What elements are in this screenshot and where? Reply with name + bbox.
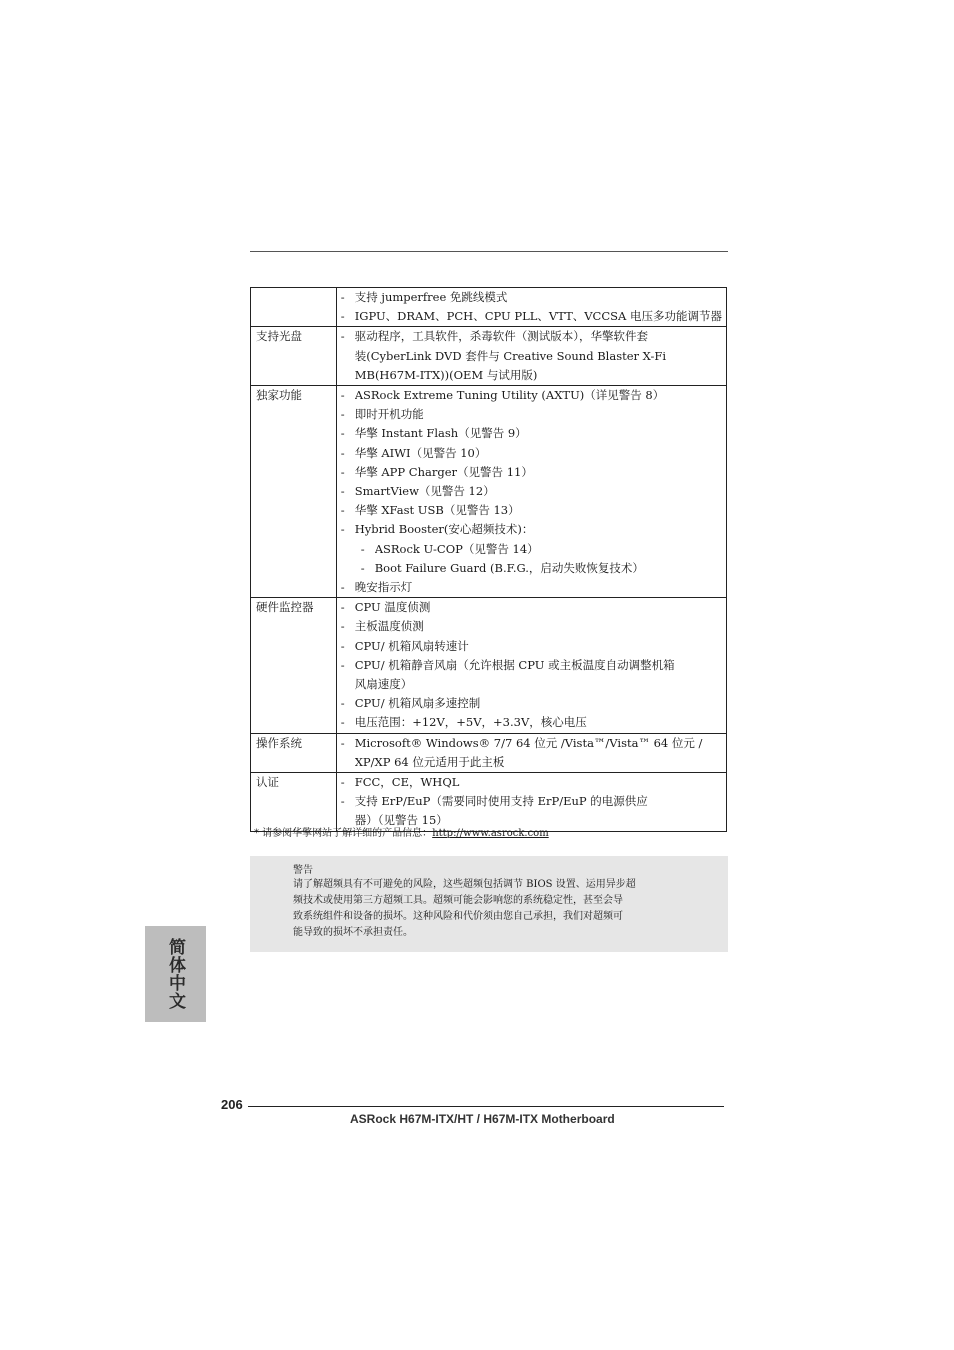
spec-line-text: ASRock U-COP（见警告 14）: [374, 541, 539, 556]
spec-line-text: Boot Failure Guard (B.F.G.，启动失败恢复技术）: [374, 560, 644, 575]
spec-label: 认证: [251, 773, 337, 832]
warning-line: 能导致的损坏不承担责任。: [293, 927, 413, 938]
spec-line-text: 器）（见警告 15）: [354, 813, 448, 828]
spec-line-text: ASRock Extreme Tuning Utility (AXTU)（详见警告 8）: [354, 388, 665, 403]
dash-marker: -: [340, 426, 345, 441]
language-side-tab: [145, 926, 206, 1022]
warning-title: 警告: [293, 865, 313, 876]
spec-value: [336, 773, 726, 832]
dash-marker: -: [340, 657, 345, 672]
asrock-website-link[interactable]: http://www.asrock.com: [432, 828, 549, 839]
dash-marker: -: [360, 560, 365, 575]
warning-line: 频技术或使用第三方超频工具。超频可能会影响您的系统稳定性，甚至会导: [293, 895, 623, 906]
spec-value: [336, 733, 726, 772]
spec-label: 操作系统: [251, 733, 337, 772]
spec-row: [251, 386, 727, 598]
spec-line: [341, 482, 722, 501]
dash-marker: -: [340, 388, 345, 403]
spec-line-text: 电压范围：+12V，+5V，+3.3V，核心电压: [354, 715, 587, 730]
spec-line-text: XP/XP 64 位元适用于此主板: [354, 754, 505, 769]
spec-line-text: Microsoft® Windows® 7/7 64 位元 /Vista™/Vista™ 64 位元 /: [354, 735, 703, 750]
spec-line: [341, 675, 722, 694]
dash-marker: -: [340, 600, 345, 615]
spec-line-text: 支持 ErP/EuP（需要同时使用支持 ErP/EuP 的电源供应: [354, 794, 648, 809]
page-number: 206: [221, 1097, 243, 1112]
spec-line-text: 华擎 AIWI（见警告 10）: [354, 445, 487, 460]
bottom-rule: [248, 1106, 724, 1107]
spec-line-text: 即时开机功能: [354, 407, 424, 422]
dash-marker: -: [340, 464, 345, 479]
spec-line-text: 风扇速度）: [354, 677, 413, 692]
spec-label: 独家功能: [251, 386, 337, 598]
spec-line-text: 华擎 APP Charger（见警告 11）: [354, 464, 533, 479]
dash-marker: -: [340, 775, 345, 790]
spec-row: [251, 773, 727, 832]
spec-value: [336, 598, 726, 733]
spec-line: [341, 753, 722, 772]
spec-line-text: CPU 温度侦测: [354, 600, 431, 615]
dash-marker: -: [340, 309, 345, 324]
dash-marker: -: [340, 503, 345, 518]
footer-title: ASRock H67M-ITX/HT / H67M-ITX Motherboard: [350, 1112, 615, 1126]
warning-box: [250, 856, 728, 952]
spec-line: [341, 327, 722, 346]
spec-line-text: IGPU、DRAM、PCH、CPU PLL、VTT、VCCSA 电压多功能调节器: [354, 309, 722, 324]
spec-row: [251, 598, 727, 733]
dash-marker: -: [340, 696, 345, 711]
spec-line-text: CPU/ 机箱静音风扇（允许根据 CPU 或主板温度自动调整机箱: [354, 657, 675, 672]
spec-line: [341, 713, 722, 732]
spec-value: [336, 386, 726, 598]
spec-line-text: CPU/ 机箱风扇转速计: [354, 638, 469, 653]
warning-line: 请了解超频具有不可避免的风险，这些超频包括调节 BIOS 设置、运用异步超: [293, 879, 636, 890]
spec-line: [341, 307, 722, 326]
warning-body: [293, 877, 693, 941]
spec-line-text: 晚安指示灯: [354, 580, 413, 595]
spec-row: [251, 327, 727, 386]
spec-label: 硬件监控器: [251, 598, 337, 733]
spec-line-text: SmartView（见警告 12）: [354, 484, 495, 499]
warning-line: 致系统组件和设备的损坏。这种风险和代价须由您自己承担，我们对超频可: [293, 911, 623, 922]
dash-marker: -: [360, 541, 365, 556]
spec-table: [250, 287, 727, 832]
dash-marker: -: [340, 580, 345, 595]
dash-marker: -: [340, 407, 345, 422]
dash-marker: [341, 366, 355, 385]
dash-marker: -: [340, 794, 345, 809]
spec-line-text: FCC，CE，WHQL: [354, 775, 460, 790]
dash-marker: -: [340, 735, 345, 750]
dash-marker: -: [340, 484, 345, 499]
spec-line: [341, 424, 722, 443]
spec-line: [341, 734, 722, 753]
dash-marker: -: [340, 522, 345, 537]
spec-line: [341, 520, 722, 539]
spec-line: [341, 386, 722, 405]
dash-marker: [341, 753, 355, 772]
dash-marker: -: [340, 638, 345, 653]
footnote: [254, 824, 549, 839]
dash-marker: -: [340, 715, 345, 730]
spec-line: [341, 347, 722, 366]
spec-line-text: Hybrid Booster(安心超频技术)：: [354, 522, 534, 537]
spec-line: [341, 405, 722, 424]
spec-line-text: MB(H67M-ITX))(OEM 与试用版): [354, 367, 538, 382]
spec-line: [341, 773, 722, 792]
spec-line: [341, 463, 722, 482]
spec-line-text: CPU/ 机箱风扇多速控制: [354, 696, 481, 711]
spec-line: [341, 540, 722, 559]
spec-line-text: 装(CyberLink DVD 套件与 Creative Sound Blaster X-Fi: [354, 348, 666, 363]
spec-value: [336, 327, 726, 386]
top-rule: [250, 251, 728, 252]
dash-marker: -: [340, 329, 345, 344]
spec-line-text: 驱动程序，工具软件，杀毒软件（测试版本），华擎软件套: [354, 329, 648, 344]
spec-line: [341, 617, 722, 636]
dash-marker: -: [340, 619, 345, 634]
spec-line: [341, 598, 722, 617]
spec-line: [341, 559, 722, 578]
spec-line-text: 华擎 XFast USB（见警告 13）: [354, 503, 520, 518]
spec-line: [341, 578, 722, 597]
spec-line: [341, 366, 722, 385]
dash-marker: -: [340, 445, 345, 460]
spec-line: [341, 656, 722, 675]
spec-line: [341, 444, 722, 463]
spec-line: [341, 694, 722, 713]
dash-marker: [341, 347, 355, 366]
spec-line-text: 主板温度侦测: [354, 619, 424, 634]
spec-label: 支持光盘: [251, 327, 337, 386]
spec-line: [341, 501, 722, 520]
spec-row: [251, 288, 727, 327]
spec-line-text: 支持 jumperfree 免跳线模式: [354, 290, 508, 304]
spec-line: [341, 288, 722, 307]
spec-line: [341, 792, 722, 811]
dash-marker: -: [340, 290, 345, 304]
footnote-text: * 请参阅华擎网站了解详细的产品信息：: [254, 828, 433, 839]
spec-line-text: 华擎 Instant Flash（见警告 9）: [354, 426, 527, 441]
language-label: 简体中文: [165, 938, 185, 1010]
dash-marker: [341, 675, 355, 694]
spec-row: [251, 733, 727, 772]
spec-label: [251, 288, 337, 327]
spec-value: [336, 288, 726, 327]
spec-line: [341, 637, 722, 656]
